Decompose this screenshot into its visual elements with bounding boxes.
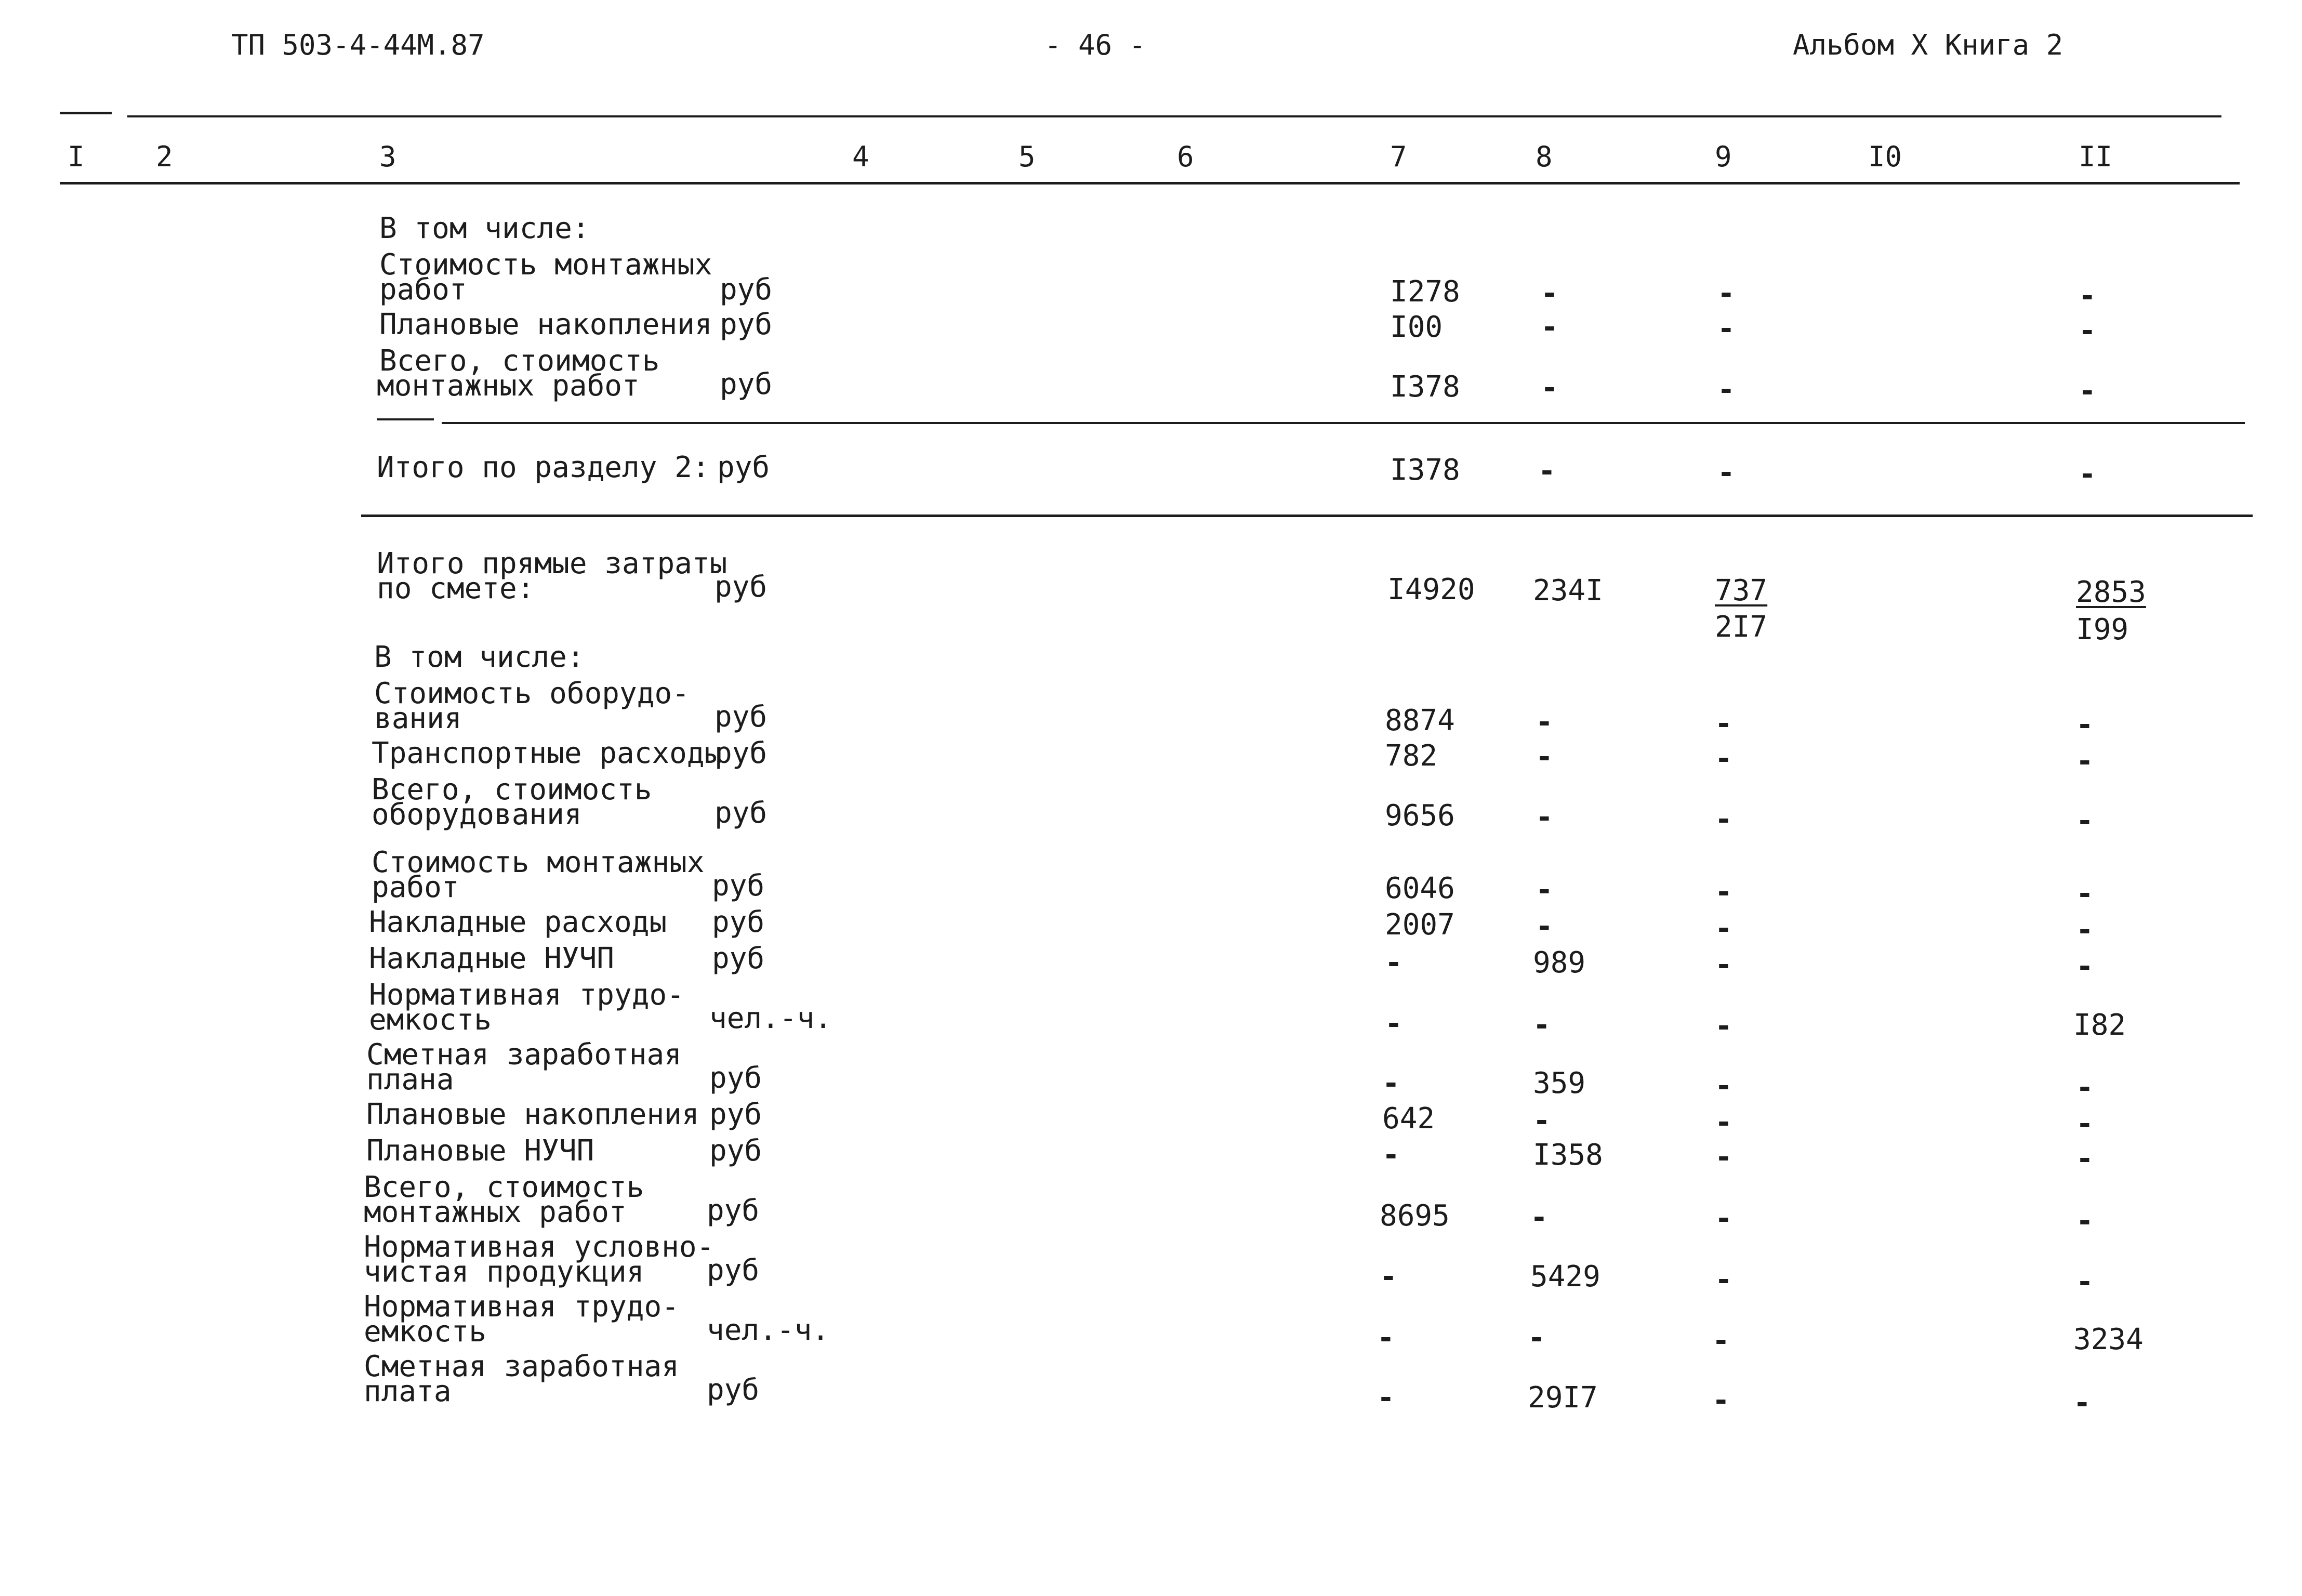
col-num-1: I: [68, 140, 85, 173]
row-name: Нормативная условно-: [364, 1230, 715, 1264]
row-c9: -: [1715, 1009, 1732, 1043]
direct-costs-unit: руб: [715, 570, 768, 604]
row-unit: руб: [715, 700, 768, 734]
row-c8: -: [1536, 740, 1553, 774]
section-b-heading: В том числе:: [374, 640, 585, 674]
row-c7: 642: [1382, 1102, 1435, 1136]
row-unit: руб: [720, 273, 773, 307]
col-num-3: 3: [379, 140, 396, 173]
album-label: Альбом X Книга 2: [1793, 29, 2063, 61]
direct-costs-c11-numerator: 2853: [2076, 575, 2146, 609]
row-c7: -: [1385, 1007, 1403, 1040]
direct-costs-label: Итого прямые затраты: [377, 547, 727, 581]
row-c11: -: [2076, 1107, 2094, 1141]
row-c11: -: [2076, 1071, 2094, 1104]
row-c7: -: [1382, 1138, 1400, 1172]
row-c8: 29I7: [1528, 1381, 1598, 1415]
row-name: Нормативная трудо-: [364, 1290, 679, 1324]
row-unit: руб: [707, 1254, 760, 1287]
header-bottom-rule: [60, 182, 2240, 184]
row-unit: руб: [712, 869, 765, 903]
row-c8: 989: [1533, 946, 1586, 980]
row-c8: -: [1533, 1104, 1551, 1138]
col-num-6: 6: [1177, 140, 1194, 173]
top-rule-main: [127, 115, 2221, 117]
row-c9: -: [1715, 742, 1732, 775]
row-c9: -: [1717, 373, 1735, 406]
row-name-cont: емкость: [364, 1315, 487, 1349]
subtotal-label: Итого по разделу 2:: [377, 451, 710, 484]
row-c7: 9656: [1385, 799, 1455, 833]
subtotal-rule: [361, 515, 2253, 517]
row-c8: -: [1541, 276, 1558, 310]
row-unit: руб: [712, 905, 765, 939]
direct-costs-c11-denominator: I99: [2076, 613, 2129, 647]
row-c8: -: [1533, 1008, 1551, 1042]
document-code: ТП 503-4-44М.87: [231, 29, 485, 61]
page-number: - 46 -: [1044, 29, 1146, 61]
row-c8: -: [1536, 873, 1553, 907]
row-name: Плановые НУЧП: [366, 1134, 594, 1168]
row-c11: -: [2076, 877, 2094, 911]
row-c11: -: [2076, 1142, 2094, 1176]
row-unit: руб: [707, 1373, 760, 1407]
row-c9: -: [1715, 1263, 1732, 1297]
subtotal-c11: -: [2079, 457, 2096, 491]
row-name-cont: монтажных работ: [377, 369, 640, 403]
row-c7: -: [1382, 1066, 1400, 1100]
row-unit: руб: [712, 942, 765, 975]
row-c11: -: [2076, 913, 2094, 947]
row-c9: -: [1717, 312, 1735, 346]
row-name: Плановые накопления: [366, 1098, 699, 1131]
row-name-cont: работ: [379, 273, 467, 307]
row-c7: 8874: [1385, 704, 1455, 737]
row-c11: 3234: [2073, 1323, 2144, 1356]
row-unit: руб: [715, 736, 768, 770]
row-c11: -: [2076, 949, 2094, 983]
row-c8: 359: [1533, 1066, 1586, 1100]
row-unit: руб: [720, 367, 773, 401]
direct-costs-label-cont: по смете:: [377, 572, 535, 605]
row-c8: -: [1536, 909, 1553, 943]
col-num-5: 5: [1018, 140, 1036, 173]
row-c11: I82: [2073, 1008, 2126, 1042]
col-num-2: 2: [156, 140, 173, 173]
row-c8: -: [1530, 1201, 1548, 1234]
top-rule-left: [60, 112, 112, 114]
row-name-cont: емкость: [369, 1003, 492, 1037]
row-c11: -: [2079, 314, 2096, 348]
row-c7: -: [1377, 1321, 1395, 1355]
row-c9: -: [1712, 1324, 1730, 1357]
row-name-cont: вания: [374, 702, 462, 735]
row-name-cont: оборудования: [372, 798, 582, 832]
row-c7: 2007: [1385, 908, 1455, 942]
row-c9: -: [1717, 276, 1735, 310]
row-c7: -: [1377, 1381, 1395, 1415]
row-c11: -: [2079, 279, 2096, 313]
col-num-9: 9: [1715, 140, 1732, 173]
row-name: Всего, стоимость: [364, 1170, 644, 1204]
row-unit: руб: [715, 796, 768, 830]
row-c7: I00: [1390, 310, 1443, 344]
row-c7: -: [1380, 1260, 1397, 1294]
row-c8: -: [1528, 1321, 1545, 1355]
row-name-cont: работ: [372, 870, 459, 904]
row-c8: 5429: [1530, 1260, 1600, 1294]
row-unit: руб: [720, 308, 773, 341]
row-name: Плановые накопления: [379, 308, 712, 341]
row-c9: -: [1715, 707, 1732, 741]
row-c11: -: [2076, 1265, 2094, 1299]
row-c8: -: [1541, 310, 1558, 344]
row-unit: руб: [707, 1194, 760, 1228]
row-c9: -: [1715, 1069, 1732, 1103]
row-name: Транспортные расходы: [372, 736, 722, 770]
row-c7: 6046: [1385, 872, 1455, 905]
row-c9: -: [1715, 802, 1732, 836]
direct-costs-c9-denominator: 2I7: [1715, 610, 1768, 644]
row-unit: чел.-ч.: [707, 1313, 830, 1347]
row-c7: I278: [1390, 275, 1460, 309]
section-a-rule: [442, 422, 2245, 424]
col-num-4: 4: [852, 140, 869, 173]
row-c11: -: [2079, 374, 2096, 408]
row-name: Стоимость монтажных: [379, 248, 712, 282]
row-c7: 782: [1385, 739, 1438, 773]
row-c9: -: [1715, 875, 1732, 909]
col-num-8: 8: [1536, 140, 1553, 173]
col-num-7: 7: [1390, 140, 1407, 173]
row-c7: -: [1385, 946, 1403, 980]
row-c9: -: [1715, 1140, 1732, 1174]
row-c11: -: [2076, 804, 2094, 838]
row-c8: -: [1536, 800, 1553, 834]
row-name: Сметная заработная: [366, 1038, 682, 1072]
subtotal-c7: I378: [1390, 453, 1460, 487]
row-name: Всего, стоимость: [372, 773, 652, 807]
col-num-11: II: [2079, 140, 2113, 173]
section-a-heading: В том числе:: [379, 212, 590, 245]
row-name-cont: плана: [366, 1063, 454, 1097]
row-name: Накладные НУЧП: [369, 942, 615, 975]
row-name: Стоимость оборудо-: [374, 677, 690, 710]
row-c8: I358: [1533, 1138, 1603, 1172]
row-c11: -: [2076, 708, 2094, 742]
row-c7: I378: [1390, 370, 1460, 404]
row-unit: чел.-ч.: [709, 1001, 832, 1035]
row-unit: руб: [709, 1134, 762, 1168]
subtotal-c8: -: [1538, 454, 1556, 488]
row-c8: -: [1541, 371, 1558, 405]
row-c9: -: [1715, 948, 1732, 982]
short-rule: [377, 418, 434, 420]
row-name-cont: монтажных работ: [364, 1195, 627, 1229]
row-name: Стоимость монтажных: [372, 846, 705, 879]
subtotal-c9: -: [1717, 456, 1735, 490]
row-c9: -: [1712, 1383, 1730, 1417]
row-name: Накладные расходы: [369, 905, 667, 939]
row-c7: 8695: [1380, 1199, 1450, 1233]
row-unit: руб: [709, 1061, 762, 1095]
direct-costs-c7: I4920: [1387, 573, 1475, 606]
row-name-cont: плата: [364, 1375, 452, 1408]
subtotal-unit: руб: [717, 451, 770, 484]
row-name: Сметная заработная: [364, 1350, 679, 1383]
row-unit: руб: [709, 1098, 762, 1131]
row-name: Всего, стоимость: [379, 344, 660, 378]
row-c11: -: [2073, 1386, 2091, 1420]
row-c11: -: [2076, 744, 2094, 778]
row-name-cont: чистая продукция: [364, 1255, 644, 1289]
row-c8: -: [1536, 705, 1553, 739]
direct-costs-c8: 234I: [1533, 574, 1603, 608]
row-c11: -: [2076, 1204, 2094, 1238]
row-name: Нормативная трудо-: [369, 978, 684, 1012]
row-c9: -: [1715, 912, 1732, 945]
row-c9: -: [1715, 1105, 1732, 1139]
direct-costs-c9-numerator: 737: [1715, 574, 1768, 608]
row-c9: -: [1715, 1202, 1732, 1235]
col-num-10: I0: [1868, 140, 1902, 173]
